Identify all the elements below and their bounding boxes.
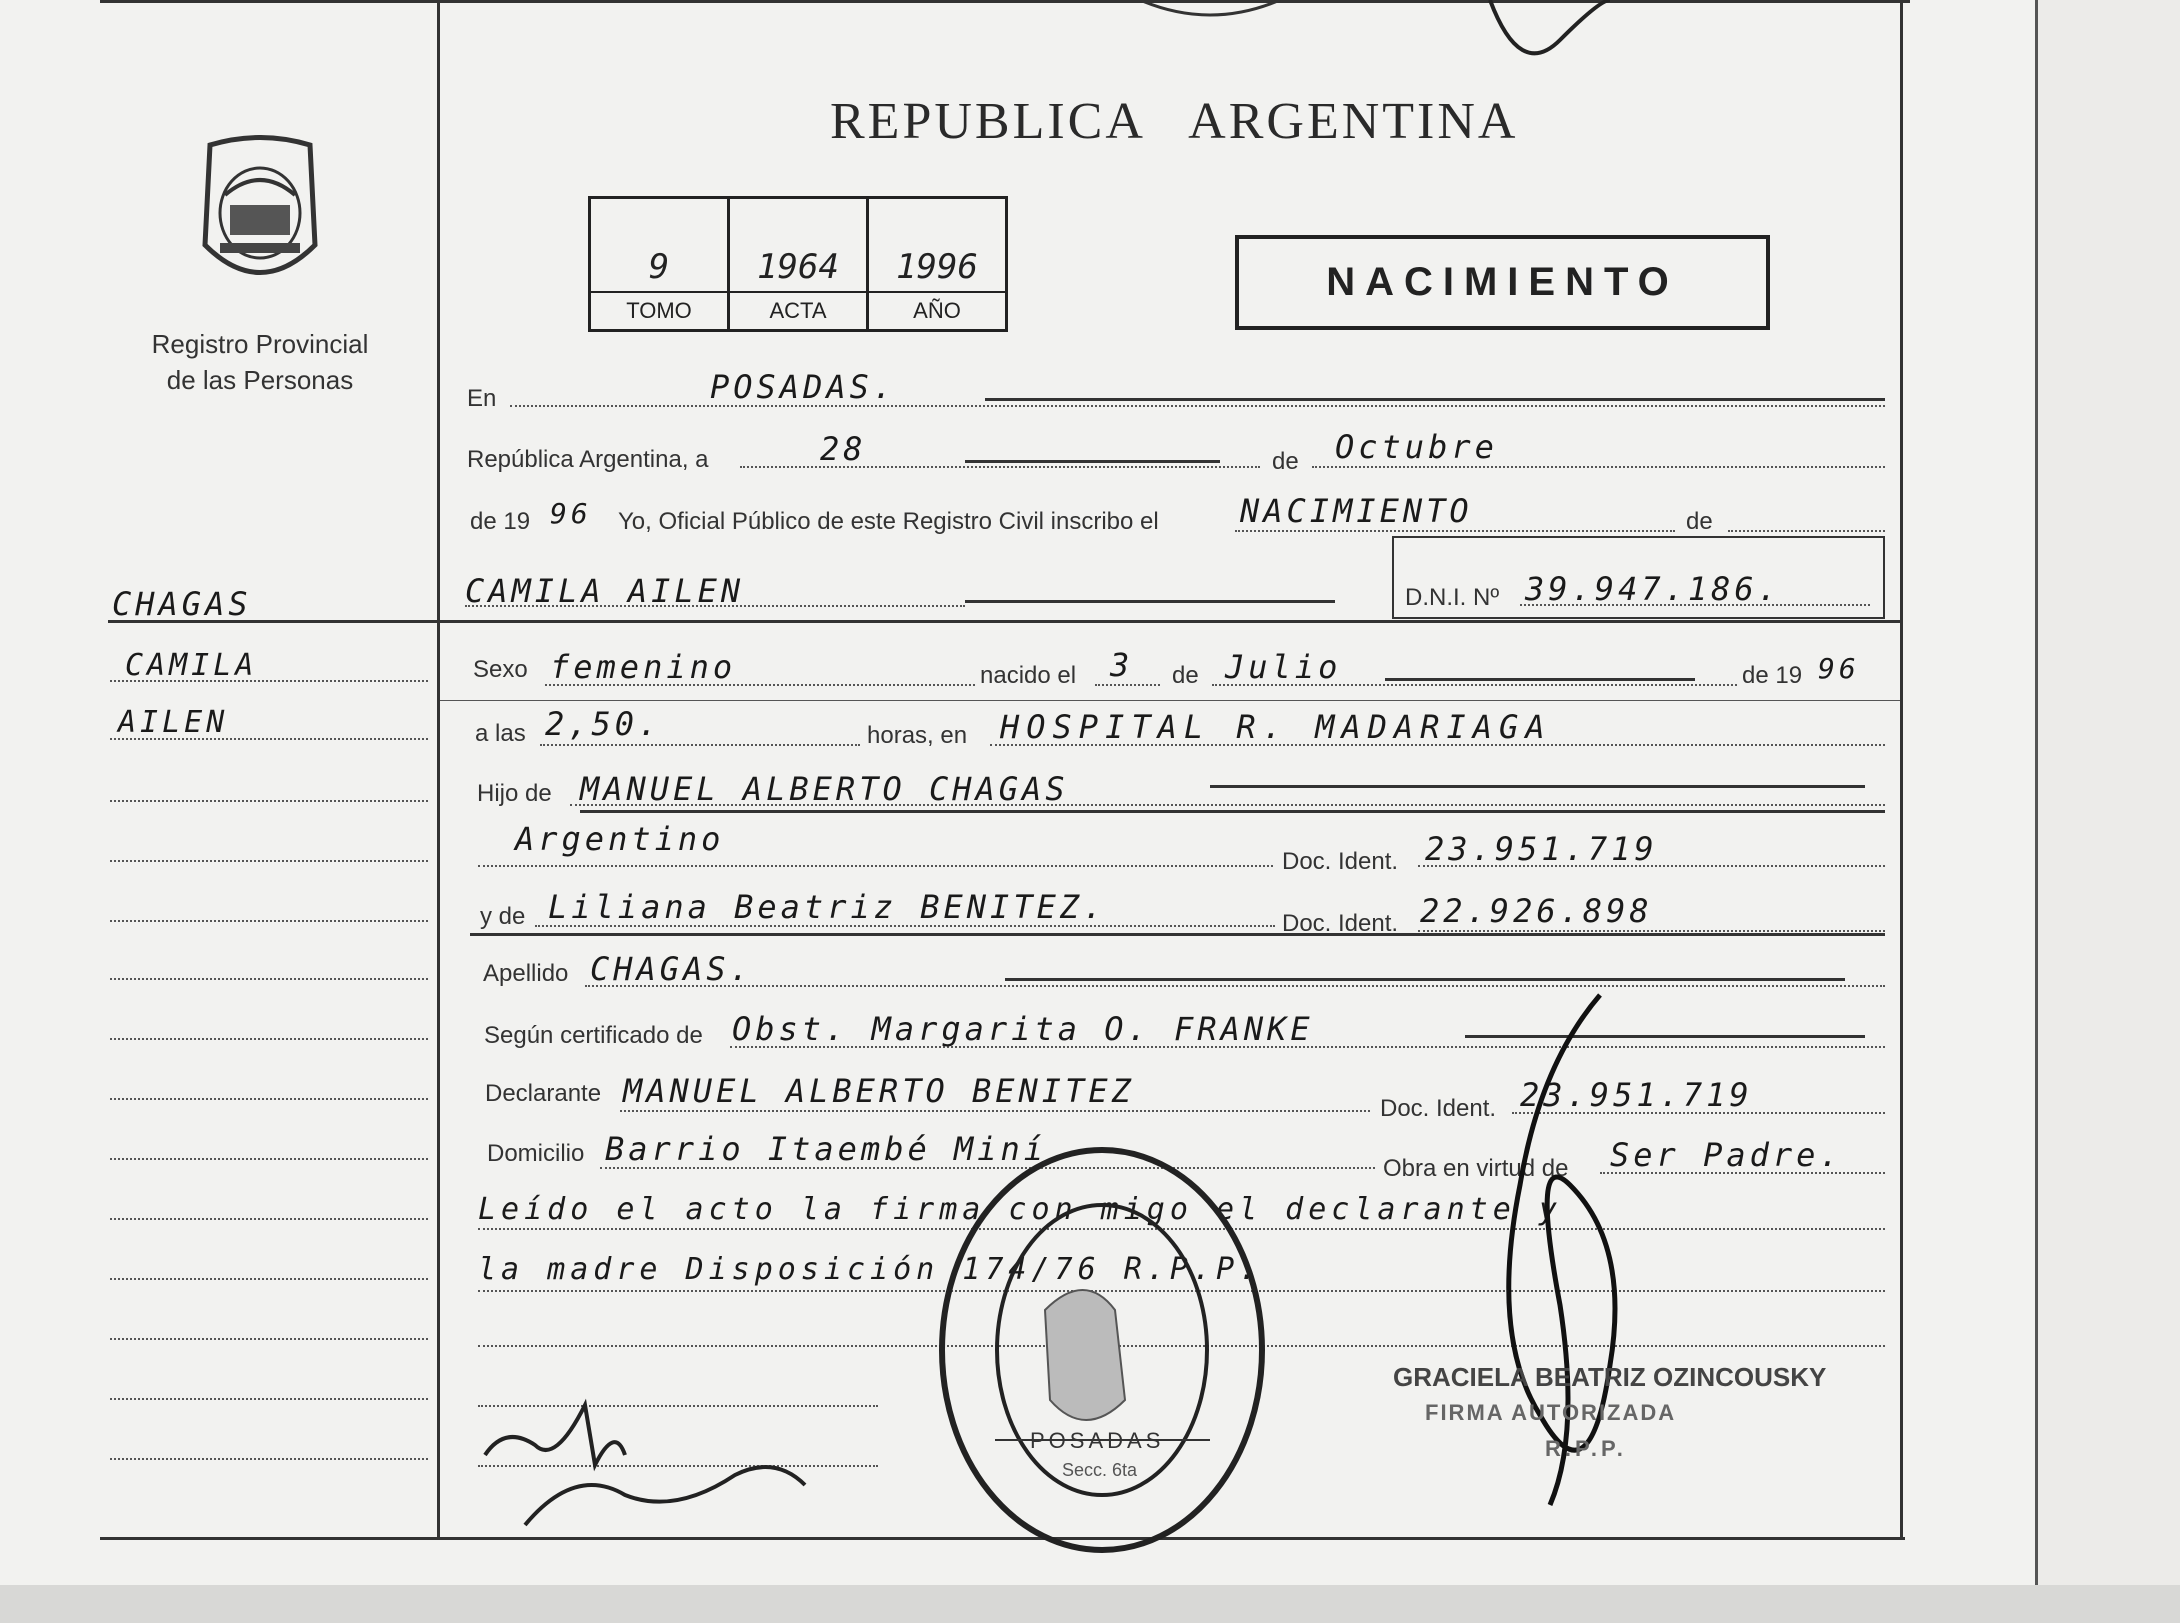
dni-line — [1520, 604, 1870, 606]
madre-doc-value: 22.926.898 — [1420, 892, 1653, 930]
margin-line — [110, 920, 428, 922]
margin-line — [110, 738, 428, 740]
declarant-signature-icon — [475, 1385, 835, 1535]
ano-cell — [869, 199, 1005, 329]
margin-line — [110, 1158, 428, 1160]
margin-line — [110, 1458, 428, 1460]
domicilio-value: Barrio Itaembé Miní — [605, 1130, 1048, 1168]
madre-strike — [470, 933, 1885, 936]
record-type-box — [1235, 235, 1770, 330]
month-value: Octubre — [1335, 428, 1498, 466]
madre-value: Liliana Beatriz BENITEZ. — [548, 888, 1107, 926]
declarante-doc-value: 23.951.719 — [1520, 1076, 1753, 1114]
day-value: 28 — [820, 430, 867, 468]
de-label-3: de — [1172, 662, 1199, 689]
month-line — [1312, 466, 1885, 468]
margin-line — [110, 1098, 428, 1100]
bottom-shadow — [0, 1585, 2180, 1623]
hijo-label: Hijo de — [477, 780, 552, 807]
registry-title-text: Registro Provincial de las Personas — [151, 329, 369, 395]
stamp-city: POSADAS — [1030, 1428, 1165, 1453]
margin-line — [110, 1398, 428, 1400]
segun-label: Según certificado de — [484, 1022, 703, 1049]
margin-line — [110, 800, 428, 802]
de-year-label: de 19 — [470, 508, 531, 535]
margin-name1: CAMILA — [125, 648, 258, 683]
doc-ident-label-2: Doc. Ident. — [1282, 910, 1399, 937]
nacido-strike — [1385, 678, 1695, 681]
stamp-sub: Secc. 6ta — [1062, 1460, 1138, 1480]
ano-value: 1996 — [896, 247, 978, 287]
nacido-label: nacido el — [980, 662, 1077, 689]
de-label: de — [1272, 448, 1299, 475]
nacido-month-value: Julio — [1225, 648, 1342, 686]
apellido-line — [585, 985, 1885, 987]
segun-value: Obst. Margarita O. FRANKE — [732, 1010, 1314, 1048]
child-name-strike — [965, 600, 1335, 603]
ano-label: AÑO — [869, 291, 1005, 329]
right-border-line — [1900, 0, 1903, 1540]
acta-cell — [730, 199, 869, 329]
doc-ident-label: Doc. Ident. — [1282, 848, 1399, 875]
sexo-label: Sexo — [473, 656, 528, 683]
yde-label: y de — [480, 903, 526, 930]
dni-value: 39.947.186. — [1525, 570, 1781, 608]
day-strike — [965, 460, 1220, 463]
margin-line — [110, 1038, 428, 1040]
inscribo-line — [1235, 530, 1675, 532]
official-name: GRACIELA BEATRIZ OZINCOUSKY — [1393, 1362, 1827, 1392]
official-role: FIRMA AUTORIZADA — [1425, 1400, 1677, 1425]
official-stamp-icon — [935, 1140, 1270, 1560]
acta-label: ACTA — [730, 291, 866, 329]
top-signature-mark-icon — [1130, 0, 1650, 70]
en-strike — [985, 398, 1885, 401]
child-name-value: CAMILA AILEN — [465, 572, 745, 610]
hora-value: 2,50. — [545, 705, 662, 743]
country-title: REPUBLICA ARGENTINA — [830, 93, 1519, 150]
declarante-label: Declarante — [485, 1080, 602, 1107]
tomo-value: 9 — [648, 247, 670, 287]
record-type-label: NACIMIENTO — [1326, 260, 1679, 304]
acta-value: 1964 — [757, 247, 839, 287]
yo-label: Yo, Oficial Público de este Registro Civil inscribo el — [618, 508, 1159, 535]
domicilio-label: Domicilio — [487, 1140, 585, 1167]
republica-label: República Argentina, a — [467, 446, 709, 473]
de-label-2: de — [1686, 508, 1713, 535]
tomo-cell — [591, 199, 730, 329]
margin-line — [110, 1338, 428, 1340]
margin-surname: CHAGAS — [112, 585, 252, 623]
nacionalidad-line — [478, 865, 1273, 867]
margin-line — [110, 1218, 428, 1220]
apellido-label: Apellido — [483, 960, 569, 987]
obra-label: Obra en virtud de — [1383, 1155, 1569, 1182]
horas-label: horas, en — [867, 722, 968, 749]
obra-value: Ser Padre. — [1610, 1136, 1843, 1174]
de-line — [1728, 530, 1885, 532]
year-digits: 96 — [550, 497, 592, 530]
declarante-value: MANUEL ALBERTO BENITEZ — [623, 1072, 1135, 1110]
apellido-value: CHAGAS. — [590, 950, 753, 988]
registry-title — [120, 326, 400, 398]
padre-doc-value: 23.951.719 — [1425, 830, 1658, 868]
en-label: En — [467, 385, 497, 412]
hora-line — [540, 744, 860, 746]
nacido-day-value: 3 — [1110, 646, 1134, 684]
margin-line — [110, 860, 428, 862]
doc-ident-label-3: Doc. Ident. — [1380, 1095, 1497, 1122]
nacido-day-line — [1095, 684, 1160, 686]
padre-value: MANUEL ALBERTO CHAGAS — [580, 770, 1069, 808]
padre-strike — [1210, 785, 1865, 788]
nacido-year-digits: 96 — [1818, 652, 1860, 685]
madre-doc-line — [1418, 930, 1885, 932]
sexo-value: femenino — [550, 648, 737, 686]
alas-label: a las — [475, 720, 526, 747]
book-reference-table — [588, 196, 1008, 332]
child-name-line — [465, 605, 965, 607]
margin-line — [110, 1278, 428, 1280]
margin-line — [110, 978, 428, 980]
margin-line — [110, 680, 428, 682]
nacionalidad-value: Argentino — [515, 820, 725, 858]
header-divider — [108, 620, 1903, 623]
margin-divider — [437, 0, 440, 1540]
note-line-1: Leído el acto la firma con migo el declarante y — [478, 1192, 1562, 1227]
official-org: R.P.P. — [1545, 1436, 1627, 1461]
lugar-value: HOSPITAL R. MADARIAGA — [1000, 708, 1552, 746]
note-line-2: la madre Disposición 174/76 R.P.P. — [478, 1252, 1263, 1287]
adjacent-page — [2035, 0, 2180, 1623]
day-line — [740, 466, 1260, 468]
tomo-label: TOMO — [591, 291, 727, 329]
margin-name2: AILEN — [118, 705, 229, 740]
apellido-strike — [1005, 978, 1845, 981]
city-value: POSADAS. — [710, 368, 897, 406]
row-line — [440, 700, 1900, 701]
provincial-seal-icon — [190, 135, 330, 295]
declarante-line — [620, 1110, 1370, 1112]
de-1996-label: de 19 — [1742, 662, 1803, 689]
dni-label: D.N.I. Nº — [1405, 584, 1500, 611]
padre-strike-2 — [580, 810, 1885, 813]
inscribo-value: NACIMIENTO — [1240, 492, 1473, 530]
